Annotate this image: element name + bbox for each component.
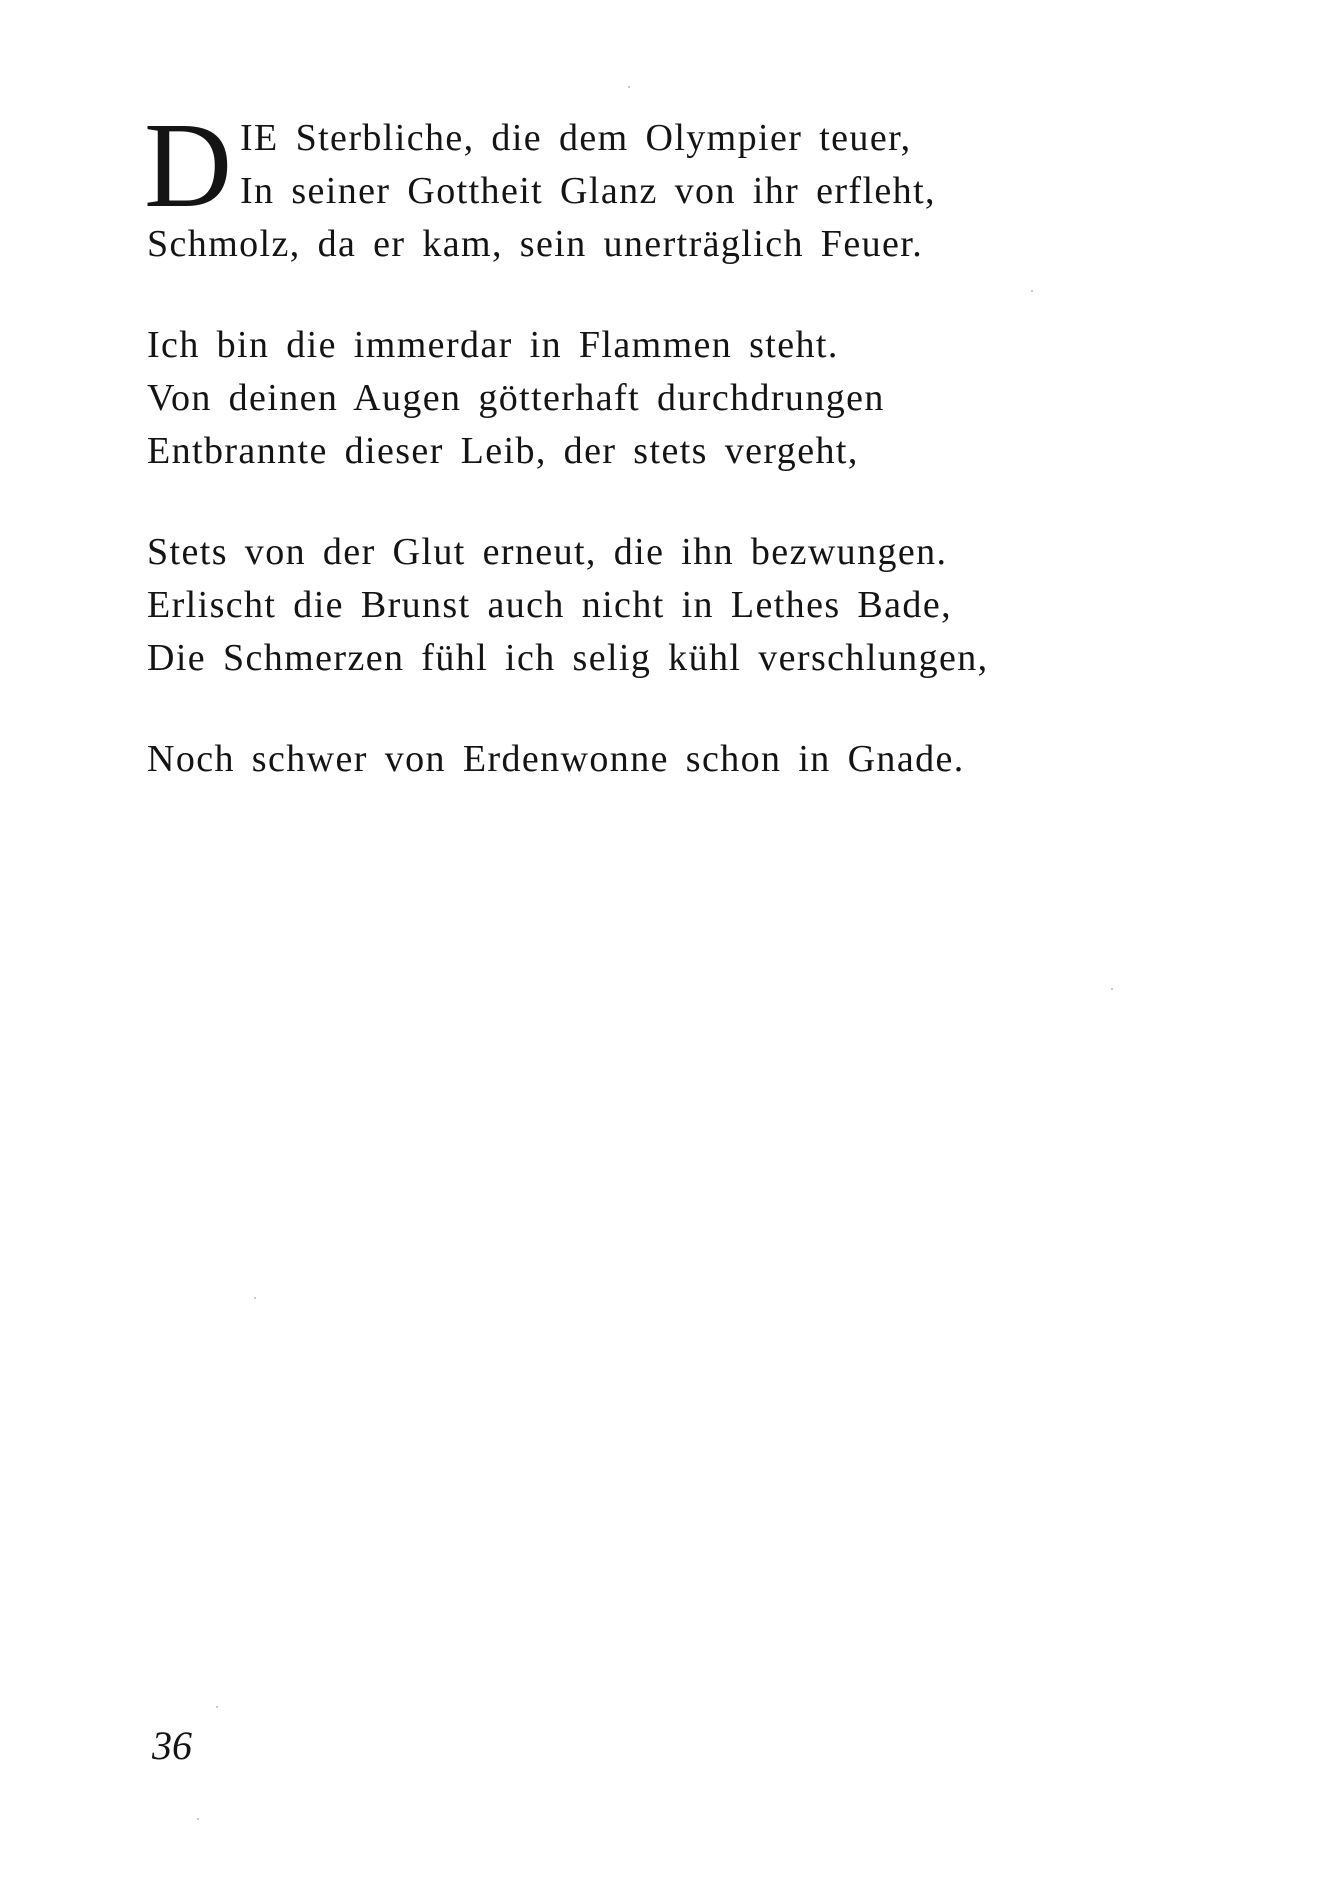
poem-line: Ich bin die immerdar in Flammen steht.	[147, 324, 839, 366]
stanza-2	[147, 319, 1147, 478]
drop-cap: D	[144, 98, 233, 233]
scan-speck	[1111, 988, 1113, 990]
poem-line: In seiner Gottheit Glanz von ihr erfleht,	[240, 170, 936, 212]
page-number: 36	[152, 1723, 192, 1768]
stanza-1	[144, 98, 1147, 271]
scan-speck	[216, 1706, 218, 1708]
poem-line: Die Schmerzen fühl ich selig kühl verschlungen,	[147, 637, 989, 679]
poem-line: IE Sterbliche, die dem Olympier teuer,	[240, 117, 912, 159]
scan-speck	[1031, 290, 1033, 292]
poem-line: Noch schwer von Erdenwonne schon in Gnade.	[147, 738, 965, 780]
poem-line: Entbrannte dieser Leib, der stets vergeht,	[147, 430, 859, 472]
scan-speck	[197, 1818, 199, 1820]
poem-line: Schmolz, da er kam, sein unerträglich Feuer.	[147, 223, 924, 265]
poem-line: Von deinen Augen götterhaft durchdrungen	[147, 377, 885, 419]
scan-speck	[254, 1297, 256, 1299]
stanza-3	[147, 526, 1147, 685]
poem	[144, 98, 1147, 834]
poem-line: Stets von der Glut erneut, die ihn bezwungen.	[147, 531, 948, 573]
stanza-4	[147, 733, 1147, 786]
poem-line: Erlischt die Brunst auch nicht in Lethes Bade,	[147, 584, 953, 626]
scan-speck	[628, 86, 630, 88]
